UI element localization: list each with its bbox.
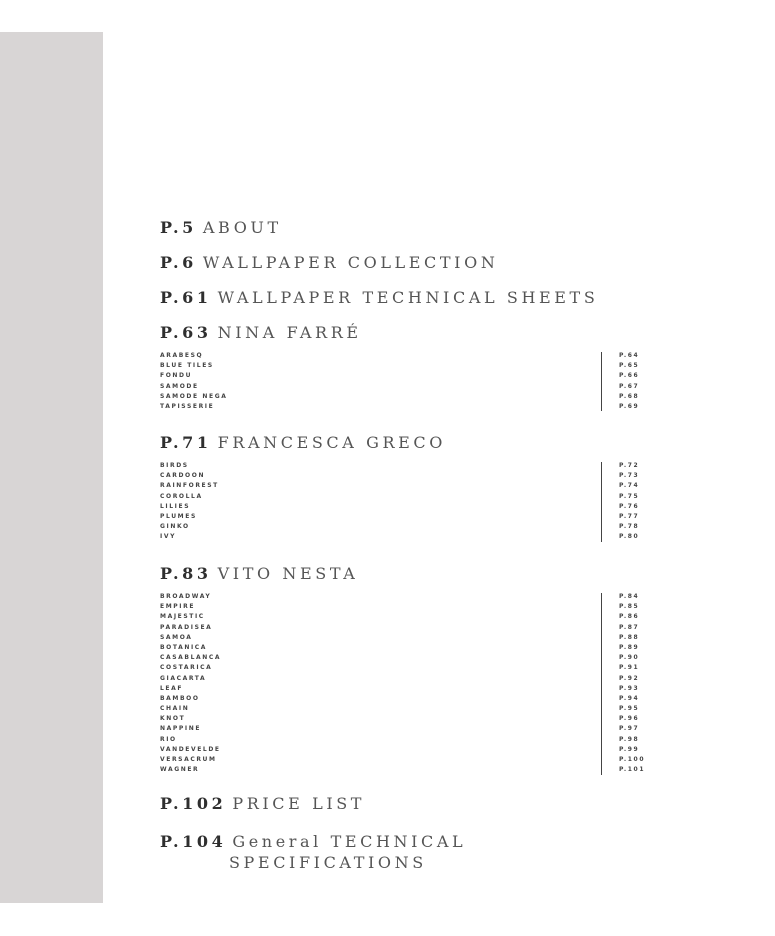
sub-entry-name: GIACARTA <box>160 674 207 682</box>
toc-sub-entry[interactable] <box>160 755 650 765</box>
toc-sub-entry[interactable] <box>160 745 650 755</box>
toc-sub-entry[interactable] <box>160 481 650 491</box>
sub-entry-page: P.101 <box>619 766 646 774</box>
sub-entry-page: P.74 <box>619 482 640 490</box>
toc-heading-general-specifications[interactable] <box>160 832 466 872</box>
sub-entry-name: BLUE TILES <box>160 362 214 370</box>
sub-entry-page: P.76 <box>619 502 640 510</box>
sub-entry-name: COSTARICA <box>160 664 213 672</box>
sub-entry-name: GINKO <box>160 523 190 531</box>
vito-nesta-list <box>160 592 650 775</box>
sub-entry-name: RAINFOREST <box>160 482 219 490</box>
sub-entry-name: LEAF <box>160 684 184 692</box>
sub-entry-page: P.100 <box>619 756 646 763</box>
toc-title: FRANCESCA GRECO <box>217 433 446 452</box>
sub-entry-name: BAMBOO <box>160 694 200 702</box>
sub-entry-page: P.93 <box>619 684 640 692</box>
sub-entry-page: P.86 <box>619 613 640 621</box>
toc-sub-entry[interactable] <box>160 461 650 471</box>
sub-entry-page: P.77 <box>619 512 640 520</box>
toc-sub-entry[interactable] <box>160 351 650 361</box>
sub-entry-name: VERSACRUM <box>160 756 217 763</box>
toc-sub-entry[interactable] <box>160 663 650 673</box>
sub-entry-page: P.80 <box>619 533 640 541</box>
toc-sub-entry[interactable] <box>160 402 650 412</box>
sub-entry-page: P.99 <box>619 745 640 753</box>
toc-sub-entry[interactable] <box>160 392 650 402</box>
toc-title: NINA FARRÉ <box>217 323 362 342</box>
toc-sub-entry[interactable] <box>160 714 650 724</box>
sub-entry-name: CASABLANCA <box>160 654 222 662</box>
nina-farre-list <box>160 351 650 412</box>
toc-heading-price-list[interactable] <box>160 794 365 813</box>
sub-entry-name: FONDU <box>160 372 193 380</box>
toc-sub-entry[interactable] <box>160 724 650 734</box>
toc-heading-francesca-greco[interactable] <box>160 433 446 452</box>
divider-line <box>601 593 602 775</box>
sub-entry-name: CHAIN <box>160 705 190 713</box>
toc-title: PRICE LIST <box>232 794 366 813</box>
francesca-greco-list <box>160 461 650 543</box>
sub-entry-name: SAMODE <box>160 382 199 390</box>
toc-sub-entry[interactable] <box>160 633 650 643</box>
toc-page-number: P.71 <box>160 433 212 452</box>
toc-title: VITO NESTA <box>217 564 359 583</box>
sub-entry-page: P.72 <box>619 462 640 469</box>
toc-title: WALLPAPER COLLECTION <box>202 253 499 272</box>
sub-entry-name: COROLLA <box>160 492 203 500</box>
toc-page-number: P.5 <box>160 218 197 237</box>
sub-entry-page: P.94 <box>619 694 640 702</box>
toc-sub-entry[interactable] <box>160 623 650 633</box>
toc-heading-vito-nesta[interactable] <box>160 564 358 583</box>
sub-entry-page: P.65 <box>619 362 640 370</box>
divider-line <box>601 352 602 411</box>
sub-entry-name: LILIES <box>160 502 191 510</box>
sub-entry-page: P.66 <box>619 372 640 380</box>
toc-sub-entry[interactable] <box>160 532 650 542</box>
sub-entry-page: P.73 <box>619 472 640 480</box>
toc-sub-entry[interactable] <box>160 602 650 612</box>
toc-title: General TECHNICAL <box>232 832 467 851</box>
sub-entry-page: P.64 <box>619 352 640 359</box>
toc-heading-nina-farre[interactable] <box>160 323 362 342</box>
toc-page-number: P.102 <box>160 794 227 813</box>
sub-entry-page: P.87 <box>619 623 640 631</box>
sub-entry-page: P.95 <box>619 705 640 713</box>
toc-sub-entry[interactable] <box>160 361 650 371</box>
divider-line <box>601 462 602 542</box>
sub-entry-page: P.75 <box>619 492 640 500</box>
sub-entry-page: P.88 <box>619 633 640 641</box>
sub-entry-page: P.96 <box>619 715 640 723</box>
sub-entry-page: P.91 <box>619 664 640 672</box>
toc-sub-entry[interactable] <box>160 522 650 532</box>
toc-title-line-2: SPECIFICATIONS <box>229 853 427 872</box>
toc-page-number: P.104 <box>160 832 227 851</box>
toc-sub-entry[interactable] <box>160 704 650 714</box>
toc-sub-entry[interactable] <box>160 653 650 663</box>
sub-entry-name: ARABESQ <box>160 352 204 359</box>
toc-heading-wallpaper-collection[interactable] <box>160 253 498 272</box>
toc-sub-entry[interactable] <box>160 612 650 622</box>
toc-sub-entry[interactable] <box>160 371 650 381</box>
toc-sub-entry[interactable] <box>160 512 650 522</box>
sub-entry-name: BROADWAY <box>160 593 212 600</box>
sub-entry-name: IVY <box>160 533 177 541</box>
toc-page-number: P.6 <box>160 253 197 272</box>
sub-entry-name: VANDEVELDE <box>160 745 221 753</box>
toc-sub-entry[interactable] <box>160 765 650 775</box>
sub-entry-page: P.78 <box>619 523 640 531</box>
sub-entry-page: P.92 <box>619 674 640 682</box>
toc-title: ABOUT <box>202 218 282 237</box>
sub-entry-name: EMPIRE <box>160 603 196 611</box>
sub-entry-name: RIO <box>160 735 177 743</box>
sub-entry-name: TAPISSERIE <box>160 402 215 410</box>
sub-entry-page: P.85 <box>619 603 640 611</box>
toc-sub-entry[interactable] <box>160 643 650 653</box>
toc-heading-technical-sheets[interactable] <box>160 288 598 307</box>
sub-entry-name: SAMODE NEGA <box>160 392 228 400</box>
toc-page-number: P.83 <box>160 564 212 583</box>
sub-entry-name: KNOT <box>160 715 186 723</box>
toc-sub-entry[interactable] <box>160 694 650 704</box>
sub-entry-name: NAPPINE <box>160 725 202 733</box>
sidebar-panel <box>0 32 103 903</box>
sub-entry-name: MAJESTIC <box>160 613 205 621</box>
toc-sub-entry[interactable] <box>160 592 650 602</box>
sub-entry-name: PLUMES <box>160 512 197 520</box>
sub-entry-name: BOTANICA <box>160 643 208 651</box>
sub-entry-page: P.90 <box>619 654 640 662</box>
sub-entry-page: P.98 <box>619 735 640 743</box>
sub-entry-page: P.89 <box>619 643 640 651</box>
toc-sub-entry[interactable] <box>160 735 650 745</box>
sub-entry-name: SAMOA <box>160 633 193 641</box>
toc-sub-entry[interactable] <box>160 684 650 694</box>
toc-sub-entry[interactable] <box>160 492 650 502</box>
sub-entry-name: WAGNER <box>160 766 200 774</box>
sub-entry-page: P.67 <box>619 382 640 390</box>
sub-entry-page: P.84 <box>619 593 640 600</box>
sub-entry-name: PARADISEA <box>160 623 213 631</box>
toc-sub-entry[interactable] <box>160 471 650 481</box>
toc-sub-entry[interactable] <box>160 502 650 512</box>
toc-title: WALLPAPER TECHNICAL SHEETS <box>217 288 599 307</box>
toc-sub-entry[interactable] <box>160 674 650 684</box>
sub-entry-name: BIRDS <box>160 462 189 469</box>
toc-page-number: P.63 <box>160 323 212 342</box>
sub-entry-page: P.68 <box>619 392 640 400</box>
sub-entry-page: P.97 <box>619 725 640 733</box>
toc-sub-entry[interactable] <box>160 382 650 392</box>
toc-heading-about[interactable] <box>160 218 282 237</box>
sub-entry-page: P.69 <box>619 402 640 410</box>
sub-entry-name: CARDOON <box>160 472 206 480</box>
toc-page-number: P.61 <box>160 288 212 307</box>
